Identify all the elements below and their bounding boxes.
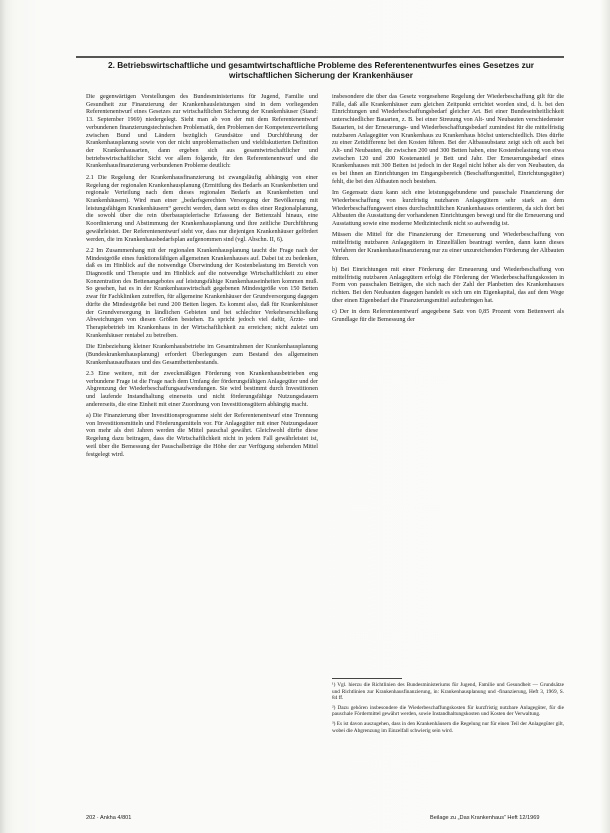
paragraph: a) Die Finanzierung über Investitionsprogramme sieht der Referentenentwurf eine Trennung von Investitionsmitteln und Förderungsmitteln vor. Für Anlagegüter mit einer Nutzungsdauer von mehr als drei Jahren werden die Mittel pauschal gewährt. Gleichwohl dürfte diese Regelung dazu beitragen, dass die Wirtschaftlichkeit nicht in jedem Fall gewährleistet ist, weil über die Bemessung der Pauschalbeträge die Höhe der zur Verfügung stehenden Mittel festgelegt wird. xyxy=(86,413,318,458)
paragraph: Die gegenwärtigen Vorstellungen des Bundesministeriums für Jugend, Familie und Gesundheit zur Finanzierung der Krankenhausleistungen sind in dem vorliegenden Referentenentwurf eines Gesetzes zur wirtschaftlichen Sicherung der Krankenhäuser (Stand: 13. September 1969) niedergelegt. Sieht man ab von der mit dem Referentenentwurf verbundenen finanzierungstechnischen Problematik, den Problemen der Kompetenzverteilung zwischen Bund und Ländern bezüglich Grundsätze und Durchführung der Krankenhausplanung sowie von der nicht unproblematischen und vieldiskutierten Definition der Krankenhausarten, dann ergeben sich aus gesamtwirtschaftlicher und betriebswirtschaftlicher Sicht vor allem folgende, für den Referentenentwurf und die Krankenhausfinanzierung verbundenen Probleme deutlich: xyxy=(86,94,318,170)
footer-right: Beilage zu „Das Krankenhaus“ Heft 12/1969 xyxy=(430,815,540,821)
right-column xyxy=(332,94,564,328)
paragraph: Im Gegensatz dazu kann sich eine leistungsgebundene und pauschale Finanzierung der Wiederbeschaffung von kurzfristig nutzbaren Anlagegütern sehr stark an dem Wiederbeschaffungswert eines durchschnittlichen Krankenhauses orientieren, da sich dort bei Altbauten die Ausstattung der vorhandenen Einrichtungen bewegt und für die Erneuerung und Ausstattung sowie eine moderne Medizintechnik nicht so aufwendig ist. xyxy=(332,190,564,228)
paragraph: Müssen die Mittel für die Finanzierung der Erneuerung und Wiederbeschaffung von mittelfristig nutzbaren Anlagegütern in Einzelfällen beantragt werden, dann kann dieses Verfahren der Krankenhausfinanzierung nur zu einer unzureichenden Förderung der Altbauten führen. xyxy=(332,232,564,262)
footer-left: 202 · Ankha 4/801 xyxy=(86,815,132,821)
paragraph: 2.2 Im Zusammenhang mit der regionalen Krankenhausplanung taucht die Frage nach der Mindestgröße eines funktionsfähigen allgemeinen Krankenhauses auf. Dabei ist zu bedenken, daß es im Hinblick auf die notwendige Überwindung der Kostenbelastung im Bereich von Diagnostik und Therapie und im Hinblick auf die notwendige Wirtschaftlichkeit zu einer Konzentration des Bettenangebotes auf leistungsfähige Krankenhauseinheiten kommen muß. So gesehen, hat es in der Krankenhauswirtschaft gegebenen Mindestgröße von 150 Betten zwar für Fachkliniken zutreffen, für allgemeine Krankenhäuser der Grundversorgung dagegen dürfte die Mindestgröße bei rund 200 Betten liegen. Es kommt also, daß für Krankenhäuser der Grundversorgung in ländlichen Gebieten und bei schlechter Verkehrserschließung Abweichungen von diesen Größen bestehen. Es spricht jedoch viel dafür, Ärzte- und Therapiebetrieb im Krankenhaus in der Wirtschaftlichkeit zu erreichen; nicht zuletzt um Krankenhäuser rentabel zu betreiben. xyxy=(86,247,318,339)
footnotes xyxy=(332,678,564,737)
footnote-rule xyxy=(332,678,402,679)
paragraph: b) Bei Einrichtungen mit einer Förderung der Erneuerung und Wiederbeschaffung von mittelfristig nutzbaren Anlagegütern erfolgt die Förderung der Wiederbeschaffungskosten in Form von pauschalen Beträgen, die sich nach der Zahl der Planbetten des Krankenhauses richten. Bei den Neubauten dagegen handelt es sich um ein Eigenkapital, das auf dem Wege über einen Eigenbedarf die Finanzierungsmittel aufzubringen hat. xyxy=(332,266,564,304)
paragraph: 2.1 Die Regelung der Krankenhausfinanzierung ist zwangsläufig abhängig von einer Regelung der regionalen Krankenhausplanung (Ermittlung des Bedarfs an Krankenbetten und regionale Verteilung nach dem dieses regionalen Bedarfs an Krankenbetten und Krankenhäusern). Wird man einer „bedarfsgerechten Versorgung der Bevölkerung mit leistungsfähigen Krankenhäusern“ gerecht werden, dann setzt es dies einer Regionalplanung, die sowohl über die rein überbauspielerische Erfassung der Bettenzahl hinaus, eine Koordinierung und Abstimmung der Krankenhausplanung und ihre zeitliche Durchführung gewährleistet. Der Referentenentwurf sieht vor, dass nur diejenigen Krankenhäuser gefördert werden, die im Krankenhausbedarfsplan aufgenommen sind (vgl. Abschn. II, 6). xyxy=(86,174,318,243)
paragraph: 2.3 Eine weitere, mit der zweckmäßigen Förderung von Krankenhausbetrieben eng verbundene Frage ist die Frage nach dem Umfang der förderungsfähigen Anlagegüter und der Abgrenzung der Wiederbeschaffungsaufwendungen. Sie wird bestimmt durch Investitionen und laufende Instandhaltung einerseits und nicht förderungsfähige Nutzungsdauern andererseits, die eine Einheit mit einer Zuordnung von Investitionsgütern abhängig macht. xyxy=(86,370,318,408)
paragraph: Die Einbeziehung kleiner Krankenhausbetriebe im Gesamtrahmen der Krankenhausplanung (Bundeskrankenhausplanung) erfordert Überlegungen zum Bestand des allgemeinen Krankenhausaufbaues und des Gesamtbettenbestands. xyxy=(86,344,318,366)
header-rule xyxy=(76,56,564,58)
page-edge-shadow xyxy=(600,0,610,833)
footnote: ¹) Vgl. hierzu die Richtlinien des Bundesministeriums für Jugend, Familie und Gesundheit — Grundsätze und Richtlinien zur Krankenhausfinanzierung, in: Krankenhausplanung und -finanzierung, Heft 3, 1969, S. 84 ff. xyxy=(332,682,564,702)
paragraph: insbesondere die über das Gesetz vorgesehene Regelung der Wiederbeschaffung gilt für die Fälle, daß alle Krankenhäuser zum gleichen Zeitpunkt errichtet worden sind, d. h. bei den Einrichtungen und Wiederbeschaffungsbedarf gleicher Art. Bei einer Bundeseinheitlichkeit unterschiedlicher Bauarten, z. B. bei einer Streuung von Alt- und Neubauten verschiedenster Bauarten, ist der Erneuerungs- und Wiederbeschaffungsbedarf zumindest für die mittelfristig nutzbaren Anlagegüter von Krankenhaus zu Krankenhaus höchst unterschiedlich. Dies dürfte zu einer Zeitdifferenz bei den Kosten führen. Bei der Altbausubstanz zeigt sich oft auch bei Alt- und Neubauten, die zwischen 200 und 300 Betten haben, eine Kostenbelastung von etwa zwischen 120 und 200 Kostenanteil je Bett und Jahr. Der Erneuerungsbedarf eines Krankenhauses mit 300 Betten ist jedoch in der Regel nicht höher als der von Neubauten, da es bei ihnen an Einrichtungen im Eingangsbereich (Beschaffungsmittel, Einrichtungsgüter) fehlt, die bei den Altbauten noch bestehen. xyxy=(332,94,564,185)
section-title: 2. Betriebswirtschaftliche und gesamtwirtschaftliche Probleme des Referentenentwurfes eines Gesetzes zur wirtschaftlichen Sicherung der Krankenhäuser xyxy=(107,60,535,80)
left-column xyxy=(86,94,318,463)
footnote: ²) Dazu gehören insbesondere die Wiederbeschaffungskosten für kurzfristig nutzbare Anlagegüter, für die pauschale Fördermittel gewährt werden, sowie Instandhaltungskosten und Kosten der Verwaltung. xyxy=(332,704,564,718)
footnote: ³) Es ist davon auszugehen, dass in den Krankenhäusern die Regelung nur für einen Teil der Anlagegüter gilt, wobei die Abgrenzung im Einzelfall schwierig sein wird. xyxy=(332,720,564,734)
paragraph: c) Der in dem Referentenentwurf angegebene Satz von 0,85 Prozent vom Bettenwert als Grundlage für die Bemessung der xyxy=(332,309,564,323)
